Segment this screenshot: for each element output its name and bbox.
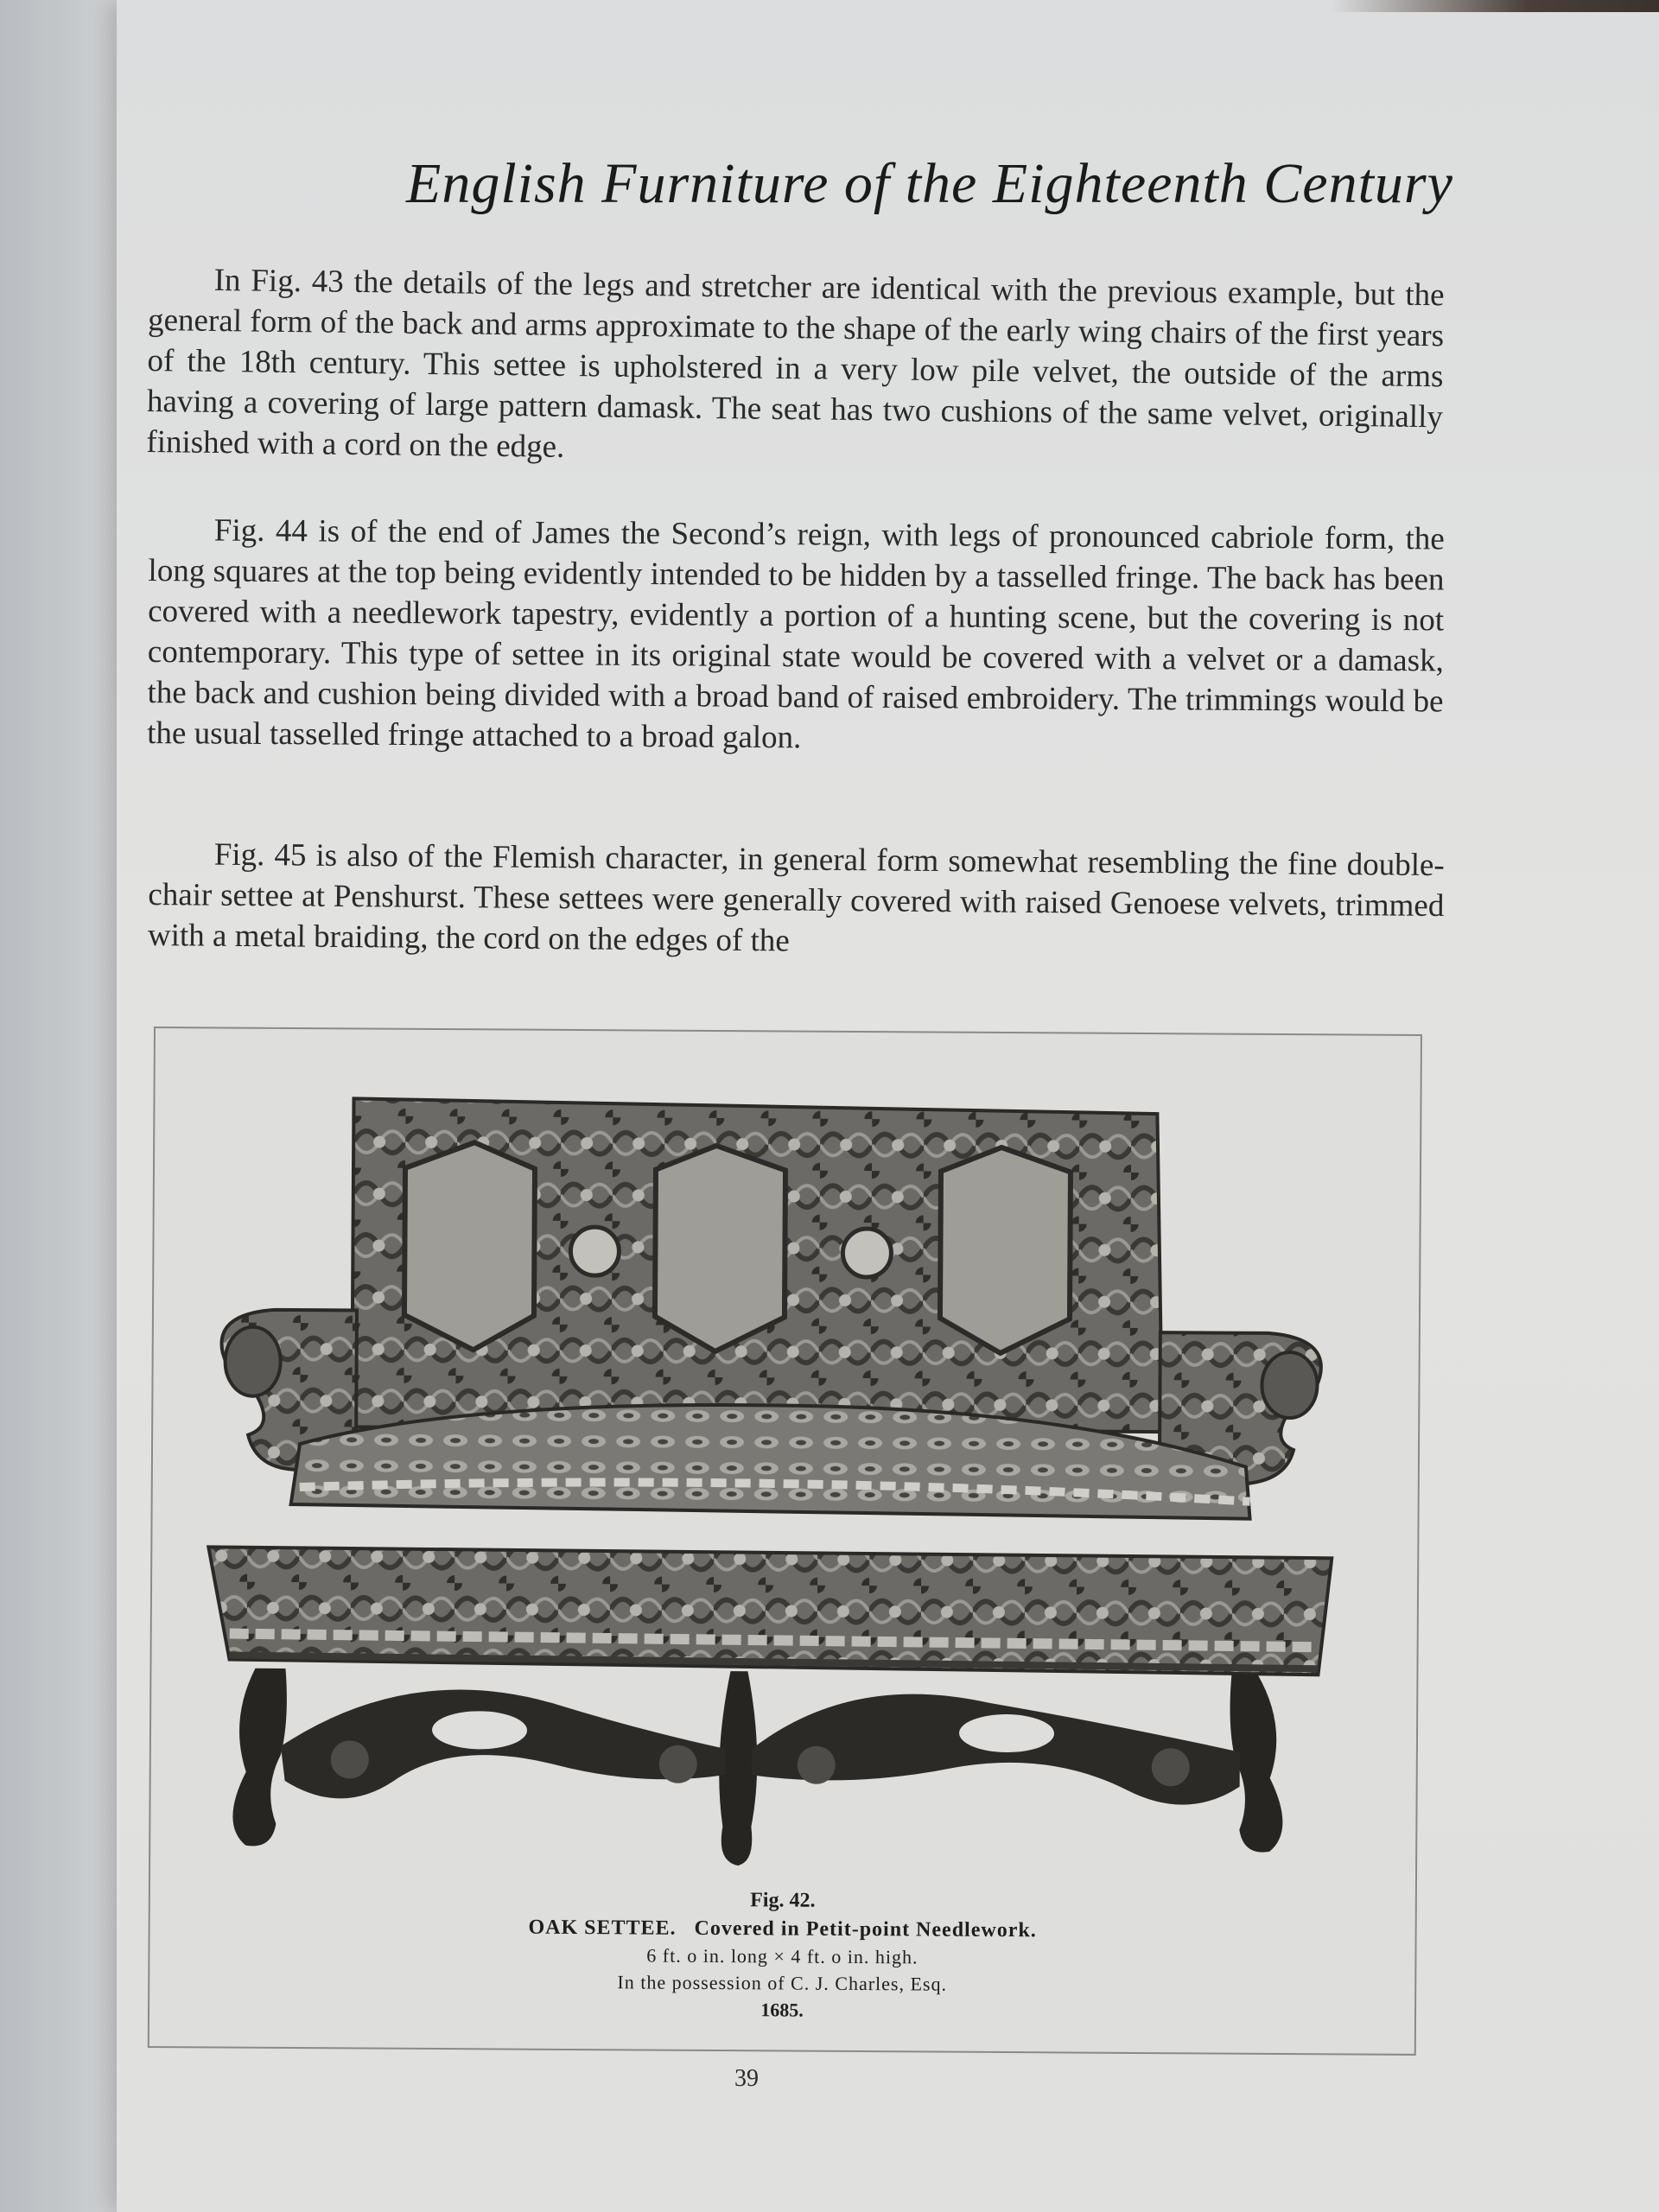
settee-illustration [194, 1063, 1377, 1873]
paragraph-fig-45 [148, 834, 1445, 967]
figure-dimensions: 6 ft. o in. long × 4 ft. o in. high. [646, 1944, 918, 1968]
paragraph-text: In Fig. 43 the details of the legs and stretcher are identical with the previous example, but the general form of the back and arms approximate to the shape of the early wing chairs of the first years of the 18th century. This settee is upholstered in a very low pile velvet, the outside of the arms having a covering of large pattern damask. The seat has two cushions of the same velvet, originally finished with a cord on the edge. [146, 262, 1445, 465]
settee-back [352, 1098, 1164, 1432]
page-number: 39 [734, 2065, 759, 2092]
running-head-title: English Furniture of the Eighteenth Century [406, 152, 1453, 215]
paragraph-indent [149, 864, 214, 865]
figure-subtitle: Covered in Petit-point Needlework. [694, 1916, 1037, 1942]
paragraph-text: Fig. 44 is of the end of James the Second’s reign, with legs of pronounced cabriole form, the long squares at the top being evidently intended to be hidden by a tasselled fringe. The back has been covered with a needlework tapestry, evidently a portion of a hunting scene, but the covering is not contemporary. This type of settee in its original state would be covered with a velvet or a damask, the back and cushion being divided with a broad band of raised embroidery. The trimmings would be the usual tasselled fringe attached to a broad galon. [147, 512, 1445, 756]
paragraph-text: Fig. 45 is also of the Flemish character, in general form somewhat resembling the fine double-chair settee at Penshurst. These settees were generally covered with raised Genoese velvets, trimmed with a metal braiding, the cord on the edges of the [147, 836, 1445, 959]
book-gutter [0, 0, 130, 2212]
figure-plate [148, 1027, 1422, 2056]
settee-legs-and-stretcher [232, 1669, 1283, 1869]
paragraph-fig-43 [146, 259, 1445, 478]
figure-caption [149, 1882, 1415, 2028]
paragraph-indent [149, 289, 214, 290]
page-top-edge [1331, 0, 1659, 12]
paragraph-fig-44 [147, 510, 1445, 762]
figure-date: 1685. [760, 1999, 804, 2021]
paragraph-indent [149, 540, 214, 541]
figure-label: Fig. 42. [750, 1889, 816, 1912]
figure-owner: In the possession of C. J. Charles, Esq. [617, 1971, 948, 1995]
figure-title: OAK SETTEE. [528, 1916, 677, 1940]
settee-seat-rail [207, 1547, 1332, 1675]
